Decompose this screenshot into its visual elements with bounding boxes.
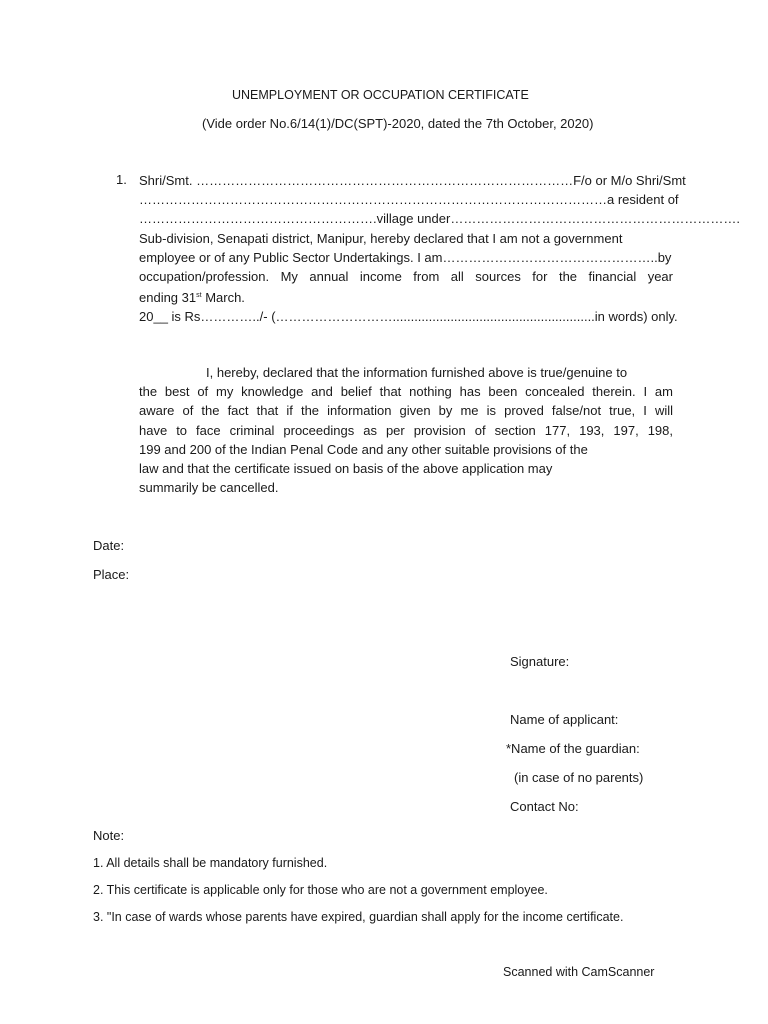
declaration-line: employee or of any Public Sector Undertakings. I am…………………………………………..by: [139, 249, 672, 265]
contact-label: Contact No:: [510, 799, 579, 814]
note-heading: Note:: [93, 828, 125, 843]
affirmation-paragraph: [139, 363, 673, 497]
place-label: Place:: [93, 567, 130, 582]
declaration-paragraph: [139, 171, 740, 327]
affirmation-line: I, hereby, declared that the information furnished above is true/genuine to: [206, 365, 628, 380]
declaration-line: occupation/profession. My annual income from all sources for the financial year: [139, 269, 673, 285]
amount-line: 20__ is Rs…………../- (………………………........................................................in words) only.: [139, 309, 678, 325]
affirmation-line: 199 and 200 of the Indian Penal Code and any other suitable provisions of the: [139, 441, 588, 457]
ending-tail: March.: [201, 290, 245, 306]
scanner-footer: Scanned with CamScanner: [503, 965, 655, 979]
note-item: 3. "In case of wards whose parents have expired, guardian shall apply for the income certificate.: [93, 910, 624, 924]
signature-label: Signature:: [510, 654, 570, 669]
affirmation-line: the best of my knowledge and belief that nothing has been concealed therein. I am: [139, 384, 673, 400]
declaration-line: Shri/Smt. ……………………………………………………………………………F/o or M/o Shri/Smt: [139, 173, 686, 188]
declaration-line: Sub-division, Senapati district, Manipur, hereby declared that I am not a government: [139, 230, 623, 246]
certificate-title: UNEMPLOYMENT OR OCCUPATION CERTIFICATE: [232, 88, 529, 102]
affirmation-line: have to face criminal proceedings as per provision of section 177, 193, 197, 198,: [139, 422, 673, 438]
note-item: 2. This certificate is applicable only for those who are not a government employee.: [93, 883, 548, 897]
declaration-ending-line: [139, 286, 673, 307]
item-number: 1.: [116, 172, 127, 187]
applicant-name-label: Name of applicant:: [510, 712, 619, 727]
affirmation-line: aware of the fact that if the information given by me is proved false/not true, I will: [139, 403, 673, 419]
affirmation-line: law and that the certificate issued on basis of the above application may: [139, 461, 553, 477]
ending-text: ending 31: [139, 290, 197, 306]
ending-superscript: st: [196, 292, 202, 300]
guardian-note: (in case of no parents): [514, 770, 644, 785]
affirmation-line: summarily be cancelled.: [139, 480, 279, 496]
note-item: 1. All details shall be mandatory furnished.: [93, 856, 328, 870]
certificate-subtitle: (Vide order No.6/14(1)/DC(SPT)-2020, dated the 7th October, 2020): [202, 116, 594, 131]
declaration-line: ………………………………………………………………………………………………a resident of: [139, 192, 679, 208]
date-label: Date:: [93, 538, 125, 553]
declaration-line: ……………………………………………….village under………………………………………………………….: [139, 211, 740, 227]
guardian-name-label: *Name of the guardian:: [506, 741, 640, 756]
